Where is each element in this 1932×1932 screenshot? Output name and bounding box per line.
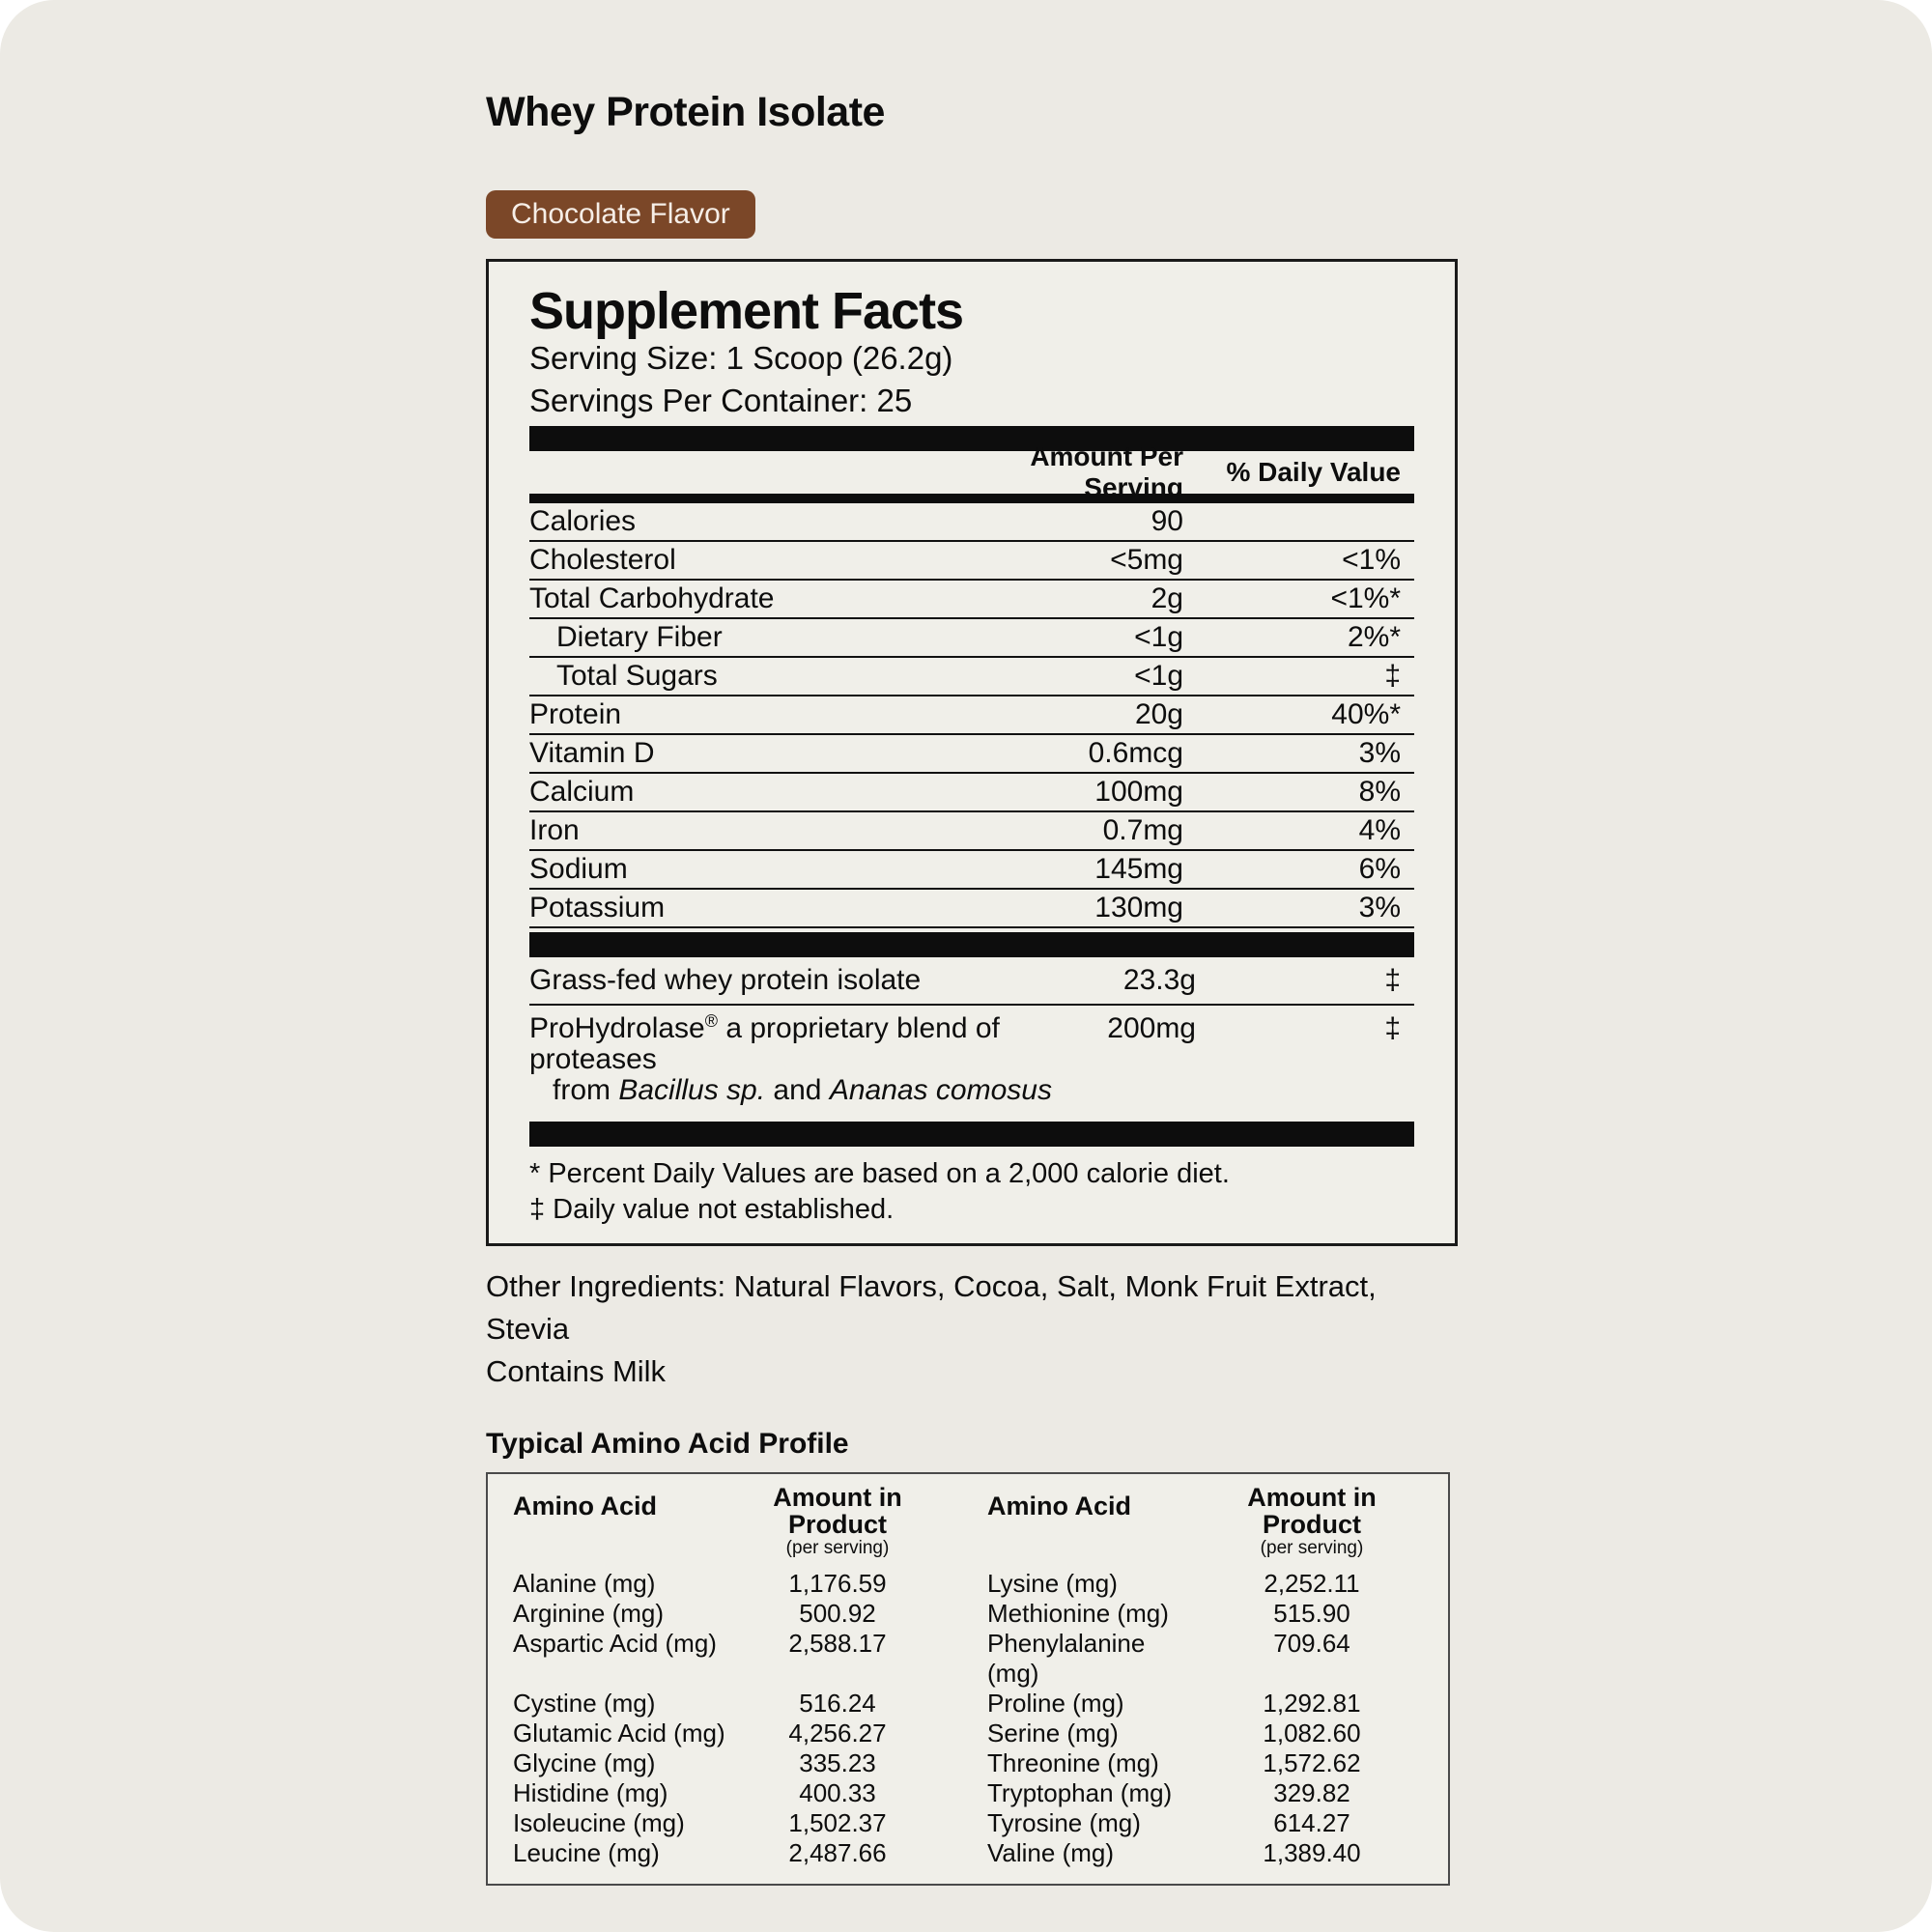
- nutrient-row-total-carbohydrate: [529, 581, 1414, 619]
- nutrient-label: Calcium: [529, 776, 635, 809]
- divider-bar-bottom: [529, 1122, 1414, 1147]
- ingredient-label: Grass-fed whey protein isolate: [529, 964, 922, 997]
- species-name: Bacillus sp.: [618, 1074, 766, 1107]
- label-content: [486, 0, 1462, 1886]
- ingredient-name: ProHydrolase: [529, 1012, 705, 1045]
- amount-header-label: Amount in Product: [773, 1483, 902, 1540]
- ingredient-description: a proprietary blend of proteases: [529, 1012, 1000, 1076]
- product-title: Whey Protein Isolate: [486, 89, 885, 135]
- nutrient-row-vitamin-d: [529, 735, 1414, 774]
- amino-header-left: [513, 1484, 949, 1559]
- ingredient-description: and: [765, 1074, 830, 1107]
- ingredient-description: from: [553, 1074, 619, 1107]
- other-ingredients: [486, 1265, 1462, 1393]
- amino-label: Glutamic Acid (mg): [513, 1719, 725, 1748]
- prohydrolase-line2: [529, 1075, 1099, 1106]
- nutrient-dv: 2%*: [1347, 621, 1401, 654]
- amino-value: 335.23: [799, 1748, 876, 1778]
- species-name: Ananas comosus: [829, 1074, 1052, 1107]
- footnotes: [529, 1156, 1414, 1228]
- columns-header: [529, 441, 1414, 503]
- nutrient-dv: 3%: [1358, 892, 1401, 924]
- nutrient-dv: 8%: [1358, 776, 1401, 809]
- contains-allergen-line: Contains Milk: [486, 1354, 667, 1389]
- amino-value: 4,256.27: [788, 1719, 887, 1748]
- amino-acid-table: [486, 1472, 1450, 1886]
- ingredient-row-prohydrolase: [529, 1006, 1414, 1118]
- amino-value: 1,082.60: [1263, 1719, 1361, 1748]
- nutrient-label: Dietary Fiber: [556, 621, 723, 654]
- amino-row: [513, 1599, 1423, 1629]
- nutrient-dv: 4%: [1358, 814, 1401, 847]
- amino-label: Leucine (mg): [513, 1838, 660, 1868]
- nutrient-amount: 0.6mcg: [1088, 737, 1183, 770]
- nutrient-row-dietary-fiber: [529, 619, 1414, 658]
- amino-value: 1,502.37: [788, 1808, 887, 1838]
- amount-header-label: Amount in Product: [1247, 1483, 1377, 1540]
- nutrient-label: Calories: [529, 505, 637, 538]
- amino-label: Isoleucine (mg): [513, 1808, 685, 1838]
- amino-label: Arginine (mg): [513, 1599, 665, 1629]
- amino-row: [513, 1748, 1423, 1778]
- amino-value: 329.82: [1273, 1778, 1350, 1808]
- amino-row: [513, 1808, 1423, 1838]
- nutrient-amount: 145mg: [1094, 853, 1183, 886]
- nutrient-dv: 6%: [1358, 853, 1401, 886]
- amino-label: Methionine (mg): [987, 1599, 1169, 1629]
- column-amount-header: Amount Per Serving: [1030, 441, 1183, 503]
- amino-value: 500.92: [799, 1599, 876, 1629]
- column-dv-header: % Daily Value: [1226, 457, 1401, 488]
- ingredient-amount: 23.3g: [1122, 964, 1196, 997]
- amino-value: 516.24: [799, 1689, 876, 1719]
- amino-value: 515.90: [1273, 1599, 1350, 1629]
- ingredient-amount: 200mg: [1107, 1012, 1196, 1045]
- nutrient-row-protein: [529, 696, 1414, 735]
- ingredient-row-whey-isolate: [529, 957, 1414, 1006]
- nutrient-dv: <1%*: [1330, 582, 1401, 615]
- amino-value: 614.27: [1273, 1808, 1350, 1838]
- amino-label: Proline (mg): [987, 1689, 1124, 1719]
- amino-value: 709.64: [1273, 1629, 1350, 1659]
- amino-row: [513, 1838, 1423, 1868]
- amino-label: Glycine (mg): [513, 1748, 656, 1778]
- nutrient-label: Iron: [529, 814, 580, 847]
- per-serving-label: (per serving): [1260, 1538, 1364, 1559]
- flavor-badge[interactable]: Chocolate Flavor: [486, 190, 755, 239]
- amino-acid-column-header: Amino Acid: [987, 1492, 1132, 1521]
- other-ingredients-line: Other Ingredients: Natural Flavors, Cocoa, Salt, Monk Fruit Extract, Stevia: [486, 1269, 1377, 1347]
- amino-value: 1,389.40: [1263, 1838, 1361, 1868]
- amount-column-header: [1201, 1484, 1423, 1559]
- nutrient-label: Potassium: [529, 892, 666, 924]
- per-serving-label: (per serving): [785, 1538, 890, 1559]
- amino-table-header: [513, 1484, 1423, 1559]
- amino-row: [513, 1719, 1423, 1748]
- nutrient-dv: ‡: [1384, 660, 1401, 693]
- amount-column-header: [726, 1484, 949, 1559]
- nutrient-dv: 40%*: [1331, 698, 1401, 731]
- amino-label: Alanine (mg): [513, 1569, 656, 1599]
- nutrient-label: Vitamin D: [529, 737, 655, 770]
- amino-label: Phenylalanine (mg): [987, 1629, 1146, 1689]
- amino-label: Aspartic Acid (mg): [513, 1629, 717, 1659]
- divider-bar-mid: [529, 932, 1414, 957]
- nutrient-row-sodium: [529, 851, 1414, 890]
- footnote-daily-values: * Percent Daily Values are based on a 2,000 calorie diet.: [529, 1158, 1230, 1190]
- amino-label: Cystine (mg): [513, 1689, 656, 1719]
- amino-value: 1,176.59: [788, 1569, 887, 1599]
- nutrient-label: Protein: [529, 698, 622, 731]
- amino-value: 1,292.81: [1263, 1689, 1361, 1719]
- amino-label: Serine (mg): [987, 1719, 1119, 1748]
- ingredient-label: [529, 1013, 1099, 1106]
- supplement-facts-title: Supplement Facts: [529, 282, 964, 341]
- amino-label: Histidine (mg): [513, 1778, 668, 1808]
- servings-per-container: Servings Per Container: 25: [529, 383, 913, 419]
- amino-row: [513, 1778, 1423, 1808]
- nutrient-label: Total Carbohydrate: [529, 582, 775, 615]
- amino-row: [513, 1689, 1423, 1719]
- nutrient-amount: 0.7mg: [1102, 814, 1183, 847]
- amino-value: 2,252.11: [1264, 1569, 1360, 1599]
- nutrient-amount: <1g: [1134, 660, 1183, 693]
- nutrient-row-potassium: [529, 890, 1414, 928]
- amino-value: 2,487.66: [788, 1838, 887, 1868]
- amino-value: 1,572.62: [1263, 1748, 1361, 1778]
- amino-row: [513, 1629, 1423, 1689]
- nutrient-row-total-sugars: [529, 658, 1414, 696]
- nutrient-dv: 3%: [1358, 737, 1401, 770]
- amino-label: Valine (mg): [987, 1838, 1115, 1868]
- serving-size: Serving Size: 1 Scoop (26.2g): [529, 340, 953, 377]
- amino-label: Lysine (mg): [987, 1569, 1118, 1599]
- amino-label: Threonine (mg): [987, 1748, 1159, 1778]
- prohydrolase-line1: [529, 1013, 1099, 1075]
- nutrient-amount: 90: [1151, 505, 1183, 538]
- amino-label: Tryptophan (mg): [987, 1778, 1173, 1808]
- amino-label: Tyrosine (mg): [987, 1808, 1141, 1838]
- nutrient-amount: 2g: [1151, 582, 1183, 615]
- supplement-facts-panel: [486, 259, 1458, 1246]
- amino-row: [513, 1569, 1423, 1599]
- nutrient-label: Cholesterol: [529, 544, 676, 577]
- nutrient-amount: <1g: [1134, 621, 1183, 654]
- amino-value: 2,588.17: [788, 1629, 887, 1659]
- nutrient-amount: 100mg: [1094, 776, 1183, 809]
- footnote-not-established: ‡ Daily value not established.: [529, 1194, 895, 1226]
- nutrient-amount: 130mg: [1094, 892, 1183, 924]
- nutrient-label: Sodium: [529, 853, 628, 886]
- amino-profile-title: Typical Amino Acid Profile: [486, 1428, 849, 1461]
- nutrient-row-cholesterol: [529, 542, 1414, 581]
- ingredient-dv: ‡: [1384, 1012, 1401, 1045]
- nutrient-amount: 20g: [1134, 698, 1183, 731]
- amino-acid-column-header: Amino Acid: [513, 1492, 658, 1521]
- nutrient-label: Total Sugars: [556, 660, 718, 693]
- amino-value: 400.33: [799, 1778, 876, 1808]
- nutrient-row-calcium: [529, 774, 1414, 812]
- nutrient-row-calories: [529, 503, 1414, 542]
- ingredient-dv: ‡: [1384, 964, 1401, 997]
- nutrient-amount: <5mg: [1110, 544, 1183, 577]
- nutrient-dv: <1%: [1342, 544, 1401, 577]
- registered-mark: ®: [704, 1011, 719, 1032]
- amino-header-right: [987, 1484, 1423, 1559]
- nutrient-row-iron: [529, 812, 1414, 851]
